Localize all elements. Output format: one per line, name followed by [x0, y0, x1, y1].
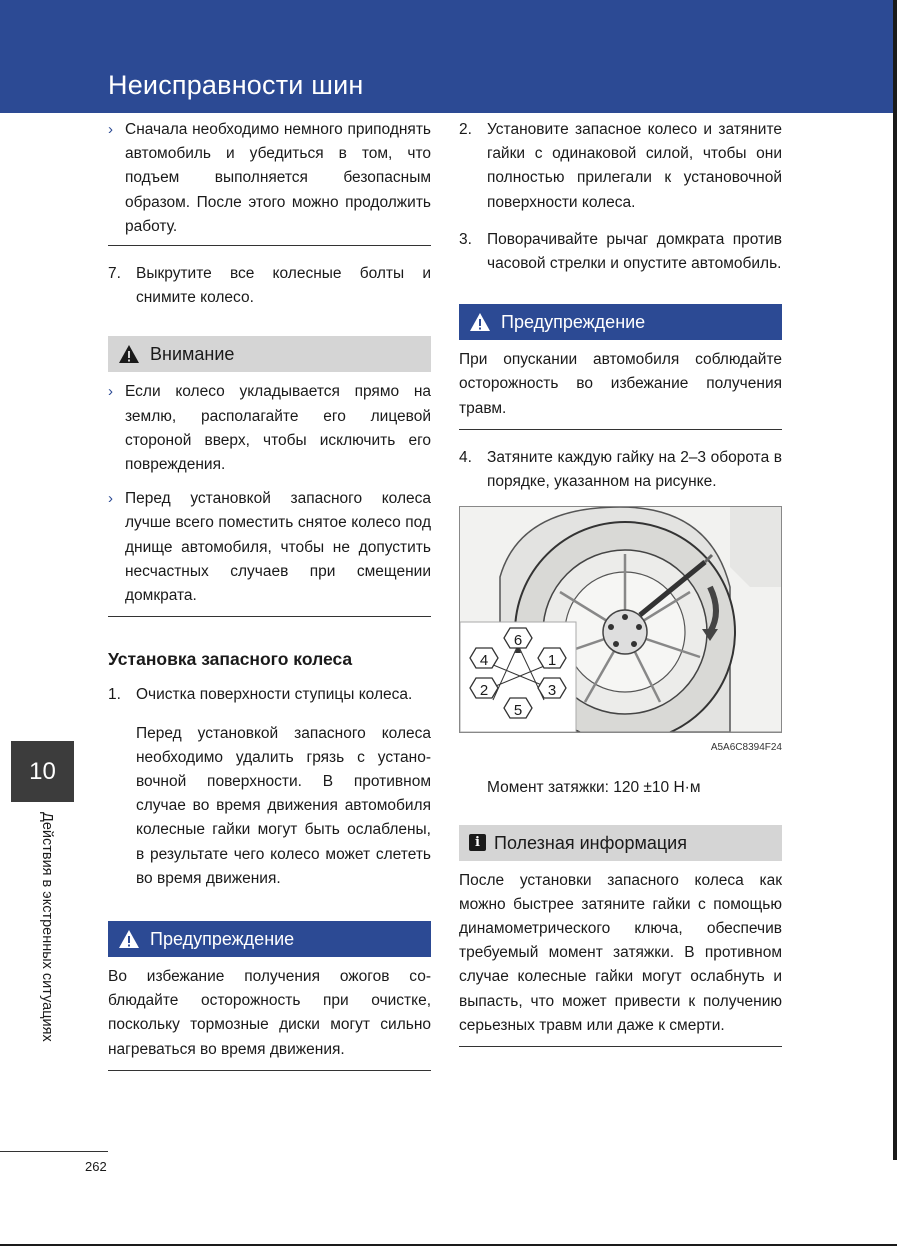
chapter-title: Действия в экстренных ситуациях: [39, 812, 55, 1042]
edge-bar: [893, 0, 897, 1160]
warning-box-header: [108, 921, 431, 957]
wheel-illustration: [460, 507, 781, 732]
step-text: Выкрутите все колесные болты и снимите колесо.: [136, 265, 431, 307]
chapter-tab: 10: [11, 741, 74, 802]
nut-label-1: 1: [547, 652, 557, 670]
bullet-arrow-icon: ›: [108, 490, 113, 508]
torque-spec: Момент затяжки: 120 ±10 Н·м: [487, 779, 701, 797]
caution-box-header: [108, 336, 431, 372]
step-number: 3.: [459, 230, 472, 248]
caution-bullet-text: Перед установкой запасного колеса лучше всего поместить снятое колесо под днище автомобиля, чтобы не допустить несчастных случаев при смещении домкрата.: [125, 490, 431, 605]
page-number: 262: [85, 1159, 107, 1174]
warning-title: Предупреждение: [501, 312, 646, 333]
bottom-rule: [0, 1244, 897, 1246]
info-icon: i: [469, 834, 486, 851]
step-title: Очистка поверхности ступицы колеса.: [136, 686, 413, 704]
warning-text: Во избежание получения ожогов соблюдайте осторожность при очистке, поскольку тормозные диски могут сильно нагреваться во время движения.: [108, 968, 431, 1058]
step-3: [459, 228, 782, 276]
warning-triangle-icon: [469, 312, 491, 332]
step-4: [459, 446, 782, 494]
step-number: 1.: [108, 686, 121, 704]
intro-bullet: [108, 118, 431, 239]
warning-triangle-icon: [118, 929, 140, 949]
step-number: 2.: [459, 121, 472, 138]
step-2: [459, 118, 782, 215]
figure-code: A5A6C8394F24: [710, 742, 782, 754]
divider: [459, 429, 782, 430]
warning-text: При опускании автомобиля соблюдайте осторожность во избежание получения травм.: [459, 351, 782, 417]
caution-bullet-2: [108, 487, 431, 608]
caution-title: Внимание: [150, 344, 235, 365]
wheel-figure: [459, 506, 782, 733]
page-header: [0, 0, 897, 113]
divider: [459, 1046, 782, 1047]
caution-bullet-text: Если колесо укладывается прямо на землю, располагайте его лицевой стороной вверх, чтобы исключить его повреждения.: [125, 383, 431, 474]
footer-rule: [0, 1151, 108, 1152]
nut-label-2: 2: [479, 682, 489, 700]
nut-label-3: 3: [547, 682, 557, 700]
left-column: [108, 118, 431, 1071]
page-title: Неисправности шин: [108, 70, 364, 100]
step-number: 7.: [108, 265, 121, 283]
bullet-arrow-icon: ›: [108, 121, 113, 138]
intro-bullet-text: Сначала необходимо немного приподнять автомобиль и убедиться в том, что подъем выполняется безопасным образом. После этого можно продолжить работу.: [125, 121, 431, 235]
warning-triangle-icon: [118, 344, 140, 364]
divider: [108, 245, 431, 246]
info-title: Полезная информация: [494, 832, 687, 853]
nut-label-4: 4: [479, 652, 489, 670]
warning-box-header: [459, 304, 782, 340]
nut-label-5: 5: [513, 702, 523, 720]
warning-title: Предупреждение: [150, 928, 295, 949]
divider: [108, 616, 431, 617]
section-title: Установка запасного колеса: [108, 649, 353, 670]
info-box-header: [459, 825, 782, 861]
info-text: После установки запасного колеса как можно быстрее затяните гайки с помощью динамометрического ключа, обеспечив требуемый момент затяжки. В противном случае колесные гайки могут ослабнуть и выпасть, что может привести к получению серьезных травм или даже к смерти.: [459, 871, 782, 1034]
caution-bullet-1: [108, 380, 431, 477]
step-1: [108, 683, 431, 891]
right-column: [459, 118, 782, 1047]
step-text: Затяните каждую гайку на 2–3 оборота в порядке, указанном на рисунке.: [487, 448, 782, 491]
divider: [108, 1070, 431, 1071]
step-7: [108, 262, 431, 310]
nut-label-6: 6: [513, 632, 523, 650]
step-number: 4.: [459, 448, 472, 466]
bullet-arrow-icon: ›: [108, 383, 113, 401]
step-text: Поворачивайте рычаг домкрата против часовой стрелки и опустите автомобиль.: [487, 230, 782, 273]
step-body: Перед установкой запасного колеса необходимо удалить грязь с установочной поверхности. В противном случае во время движения автомобиля колесные гайки могут быть ослаблены, в результате чего колесо может слететь во время движения.: [136, 724, 431, 887]
step-text: Установите запасное колесо и затяните гайки с одинаковой силой, чтобы они полностью прилегали к установочной поверхности колеса.: [487, 121, 782, 211]
